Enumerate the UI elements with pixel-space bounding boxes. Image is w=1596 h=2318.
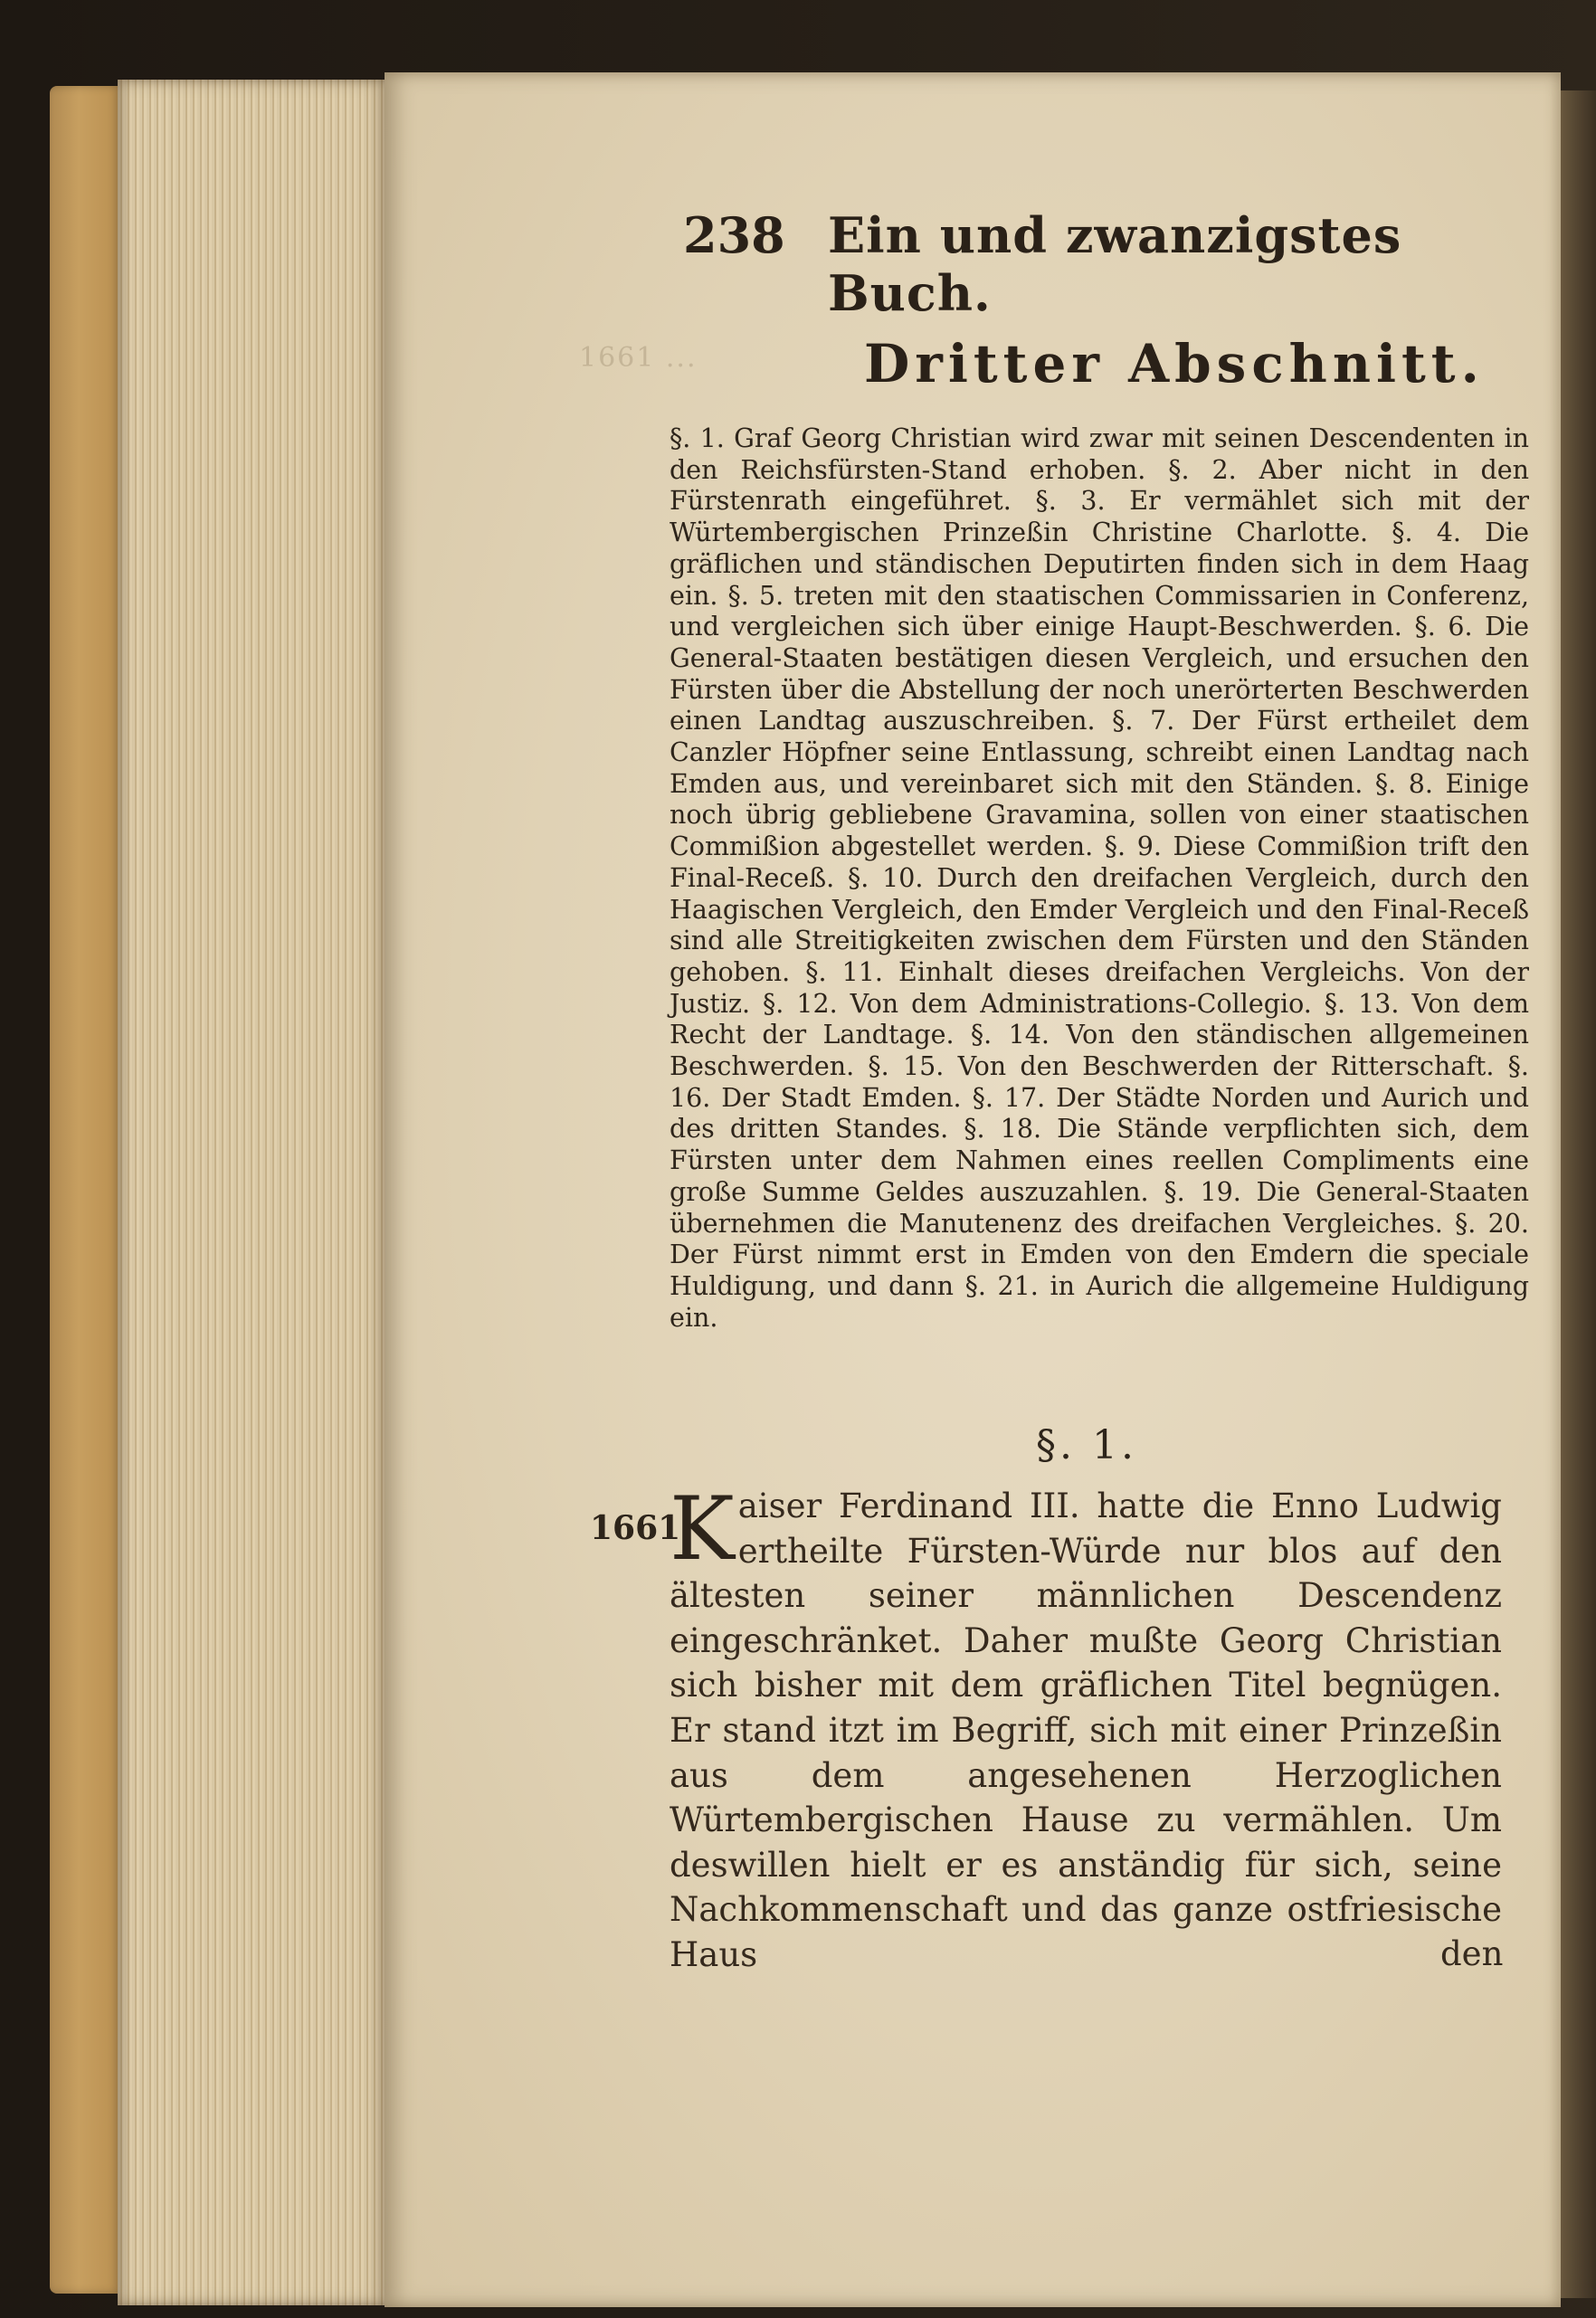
body-paragraph: aiser Ferdinand III. hatte die Enno Ludwig ertheilte Fürsten-Würde nur blos auf den ältesten seiner männlichen Descendenz eingeschränket. Daher mußte Georg Christian sich bisher mit dem gräflichen Titel begnügen. Er stand itzt im Begriff, sich mit einer Prinzeßin aus dem angesehenen Herzoglichen Würtembergischen Hause zu vermählen. Um deswillen hielt er es anständig für sich, seine Nachkommenschaft und das ganze ostfriesische Haus <box>670 1487 1502 1974</box>
chapter-summary: §. 1. Graf Georg Christian wird zwar mit seinen Descendenten in den Reichsfürsten-Stand erhoben. §. 2. Aber nicht in den Fürstenrath eingeführet. §. 3. Er vermählet sich mit der Würtembergischen Prinzeßin Christine Charlotte. §. 4. Die gräflichen und ständischen Deputirten finden sich in dem Haag ein. §. 5. treten mit den staatischen Commissarien in Conferenz, und vergleichen sich über einige Haupt-Beschwerden. §. 6. Die General-Staaten bestätigen diesen Vergleich, und ersuchen den Fürsten über die Abstellung der noch unerörterten Beschwerden einen Landtag auszuschreiben. §. 7. Der Fürst ertheilet dem Canzler Höpfner seine Entlassung, schreibt einen Landtag nach Emden aus, und vereinbaret sich mit den Ständen. §. 8. Einige noch übrig gebliebene Gravamina, sollen von einer staatischen Commißion abgestellet werden. §. 9. Diese Commißion trift den Final-Receß. §. 10. Durch den dreifachen Vergleich, durch den Haagischen Vergleich, den Emder Vergleich und den Final-Receß sind alle Streitigkeiten zwischen dem Fürsten und den Ständen gehoben. §. 11. Einhalt dieses dreifachen Vergleichs. Von der Justiz. §. 12. Von dem Administrations-Collegio. §. 13. Von dem Recht der Landtage. §. 14. Von den ständischen allgemeinen Beschwerden. §. 15. Von den Beschwerden der Ritterschaft. §. 16. Der Stadt Emden. §. 17. Der Städte Norden und Aurich und des dritten Standes. §. 18. Die Stände verpflichten sich, dem Fürsten unter dem Nahmen eines reellen Compliments eine große Summe Geldes auszuzahlen. §. 19. Die General-Staaten übernehmen die Manutenenz des dreifachen Vergleiches. §. 20. Der Fürst nimmt erst in Emden von den Emdern die speciale Huldigung, und dann §. 21. in Aurich die allgemeine Huldigung ein. <box>670 423 1529 1333</box>
margin-year-note: 1661 <box>590 1509 681 1547</box>
page-edges <box>118 80 389 2305</box>
gutter-shadow <box>1558 90 1596 2298</box>
catchword: den <box>1440 1934 1504 1973</box>
paragraph-mark: §. 1. <box>1036 1422 1137 1468</box>
bleed-through-text: 1661 ... <box>579 342 698 374</box>
page-number: 238 <box>683 206 785 264</box>
book-cover-edge <box>50 86 122 2294</box>
page-header <box>683 206 1425 322</box>
running-title: Ein und zwanzigstes Buch. <box>828 206 1402 322</box>
body-text <box>670 1478 1502 1978</box>
section-title: Dritter Abschnitt. <box>864 333 1485 394</box>
drop-cap: K <box>670 1478 735 1580</box>
